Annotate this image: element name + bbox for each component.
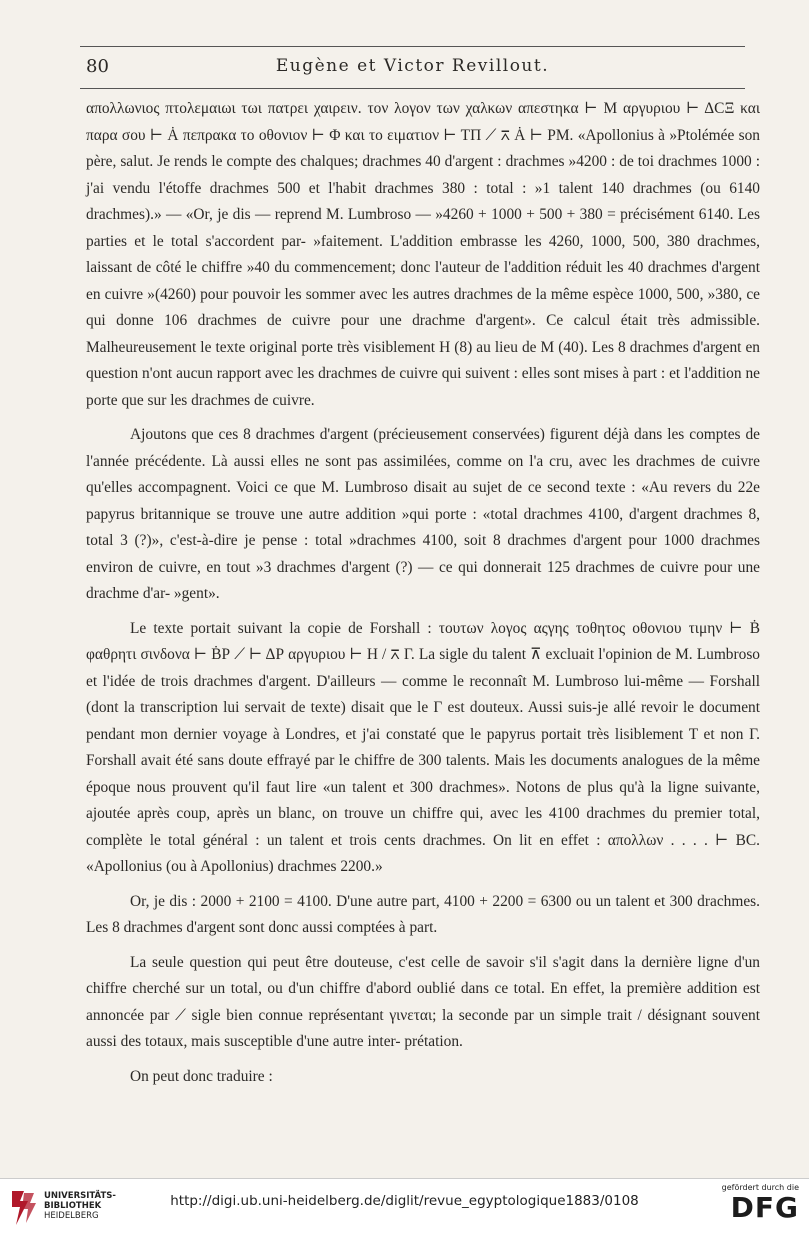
paragraph-2: Ajoutons que ces 8 drachmes d'argent (précieusement conservées) figurent déjà dans les comptes de l'année précédente. Là aussi elles ne sont pas assimilées, comme on l'a cru, avec les drachmes de cuivre qu'elles accompagnent. Voici ce que M. Lumbroso disait au sujet de ce second texte : «Au revers du 22e papyrus britannique se trouve une autre addition »qui porte : «total drachmes 4100, d'argent drachmes 8, total 3 (?)», c'est-à-dire je pense : total »drachmes 4100, soit 8 drachmes d'argent pour 1000 drachmes environ de cuivre, en tout »3 drachmes d'argent (?) — ce qui donnerait 125 drachmes de cuivre pour une drachme d'ar- »gent». bbox=[86, 426, 760, 602]
university-library-name: UNIVERSITÄTS- BIBLIOTHEK HEIDELBERG bbox=[44, 1191, 116, 1221]
paragraph-3: Le texte portait suivant la copie de Forshall : τουτων λογος αςγης τοθητος οθονιου τιμην ⊢ Ḃ φαθρητι σινδονα ⊢ ḂΡ ⟋ ⊢ ΔΡ αργυριου ⊢ Η / ⊼ Γ. La sigle du talent ⊼ excluait l'opinion de M. Lumbroso et l'idée de trois drachmes d'argent. D'ailleurs — comme le reconnaît M. Lumbroso lui-même — Forshall (dont la transcription lui servait de texte) disait que le Γ est douteux. Aussi suis-je allé revoir le document pendant mon dernier voyage à Londres, et j'ai constaté que le papyrus portait très lisiblement T et non Γ. Forshall avait été sans doute effrayé par le chiffre de 300 talents. Mais les documents analogues de la même époque nous prouvent qu'il faut lire «un talent et 300 drachmes». Notons de plus qu'à la ligne suivante, ajoutée après coup, après un blanc, on trouve un chiffre qui, avec les 4100 drachmes du premier total, complète le total général : un talent et trois cents drachmes. On lit en effet : απολλων . . . . ⊢ ВС. «Apollonius (ou à Apollonius) drachmes 2200.» bbox=[86, 619, 760, 875]
dfg-logo: DFG bbox=[730, 1191, 799, 1224]
funding-caption: gefördert durch die bbox=[721, 1183, 799, 1192]
page-header bbox=[80, 46, 745, 89]
paragraph-6: On peut donc traduire : bbox=[130, 1067, 273, 1085]
paragraph-5: La seule question qui peut être douteuse, c'est celle de savoir s'il s'agit dans la dernière ligne d'un chiffre cherché sur un total, ou d'un chiffre d'abord oublié dans ce total. En effet, la première addition est annoncée par ⟋ sigle bien connue représentant γινεται; la seconde par un simple trait / désignant souvent aussi des totaux, mais susceptible d'une autre inter- prétation. bbox=[86, 953, 760, 1050]
header-bottom-rule bbox=[80, 88, 745, 89]
document-url-link[interactable]: http://digi.ub.uni-heidelberg.de/diglit/revue_egyptologique1883/0108 bbox=[170, 1193, 639, 1209]
body-text bbox=[86, 96, 760, 1098]
page-number: 80 bbox=[86, 56, 109, 77]
header-top-rule bbox=[80, 46, 745, 47]
dfg-funding bbox=[703, 1183, 799, 1224]
running-title: Eugène et Victor Revillout. bbox=[275, 56, 550, 76]
viewer-footer bbox=[0, 1178, 809, 1236]
paragraph-1: απολλωνιος πτολεμαιωι τωι πατρει χαιρειν. τον λογον των χαλκων απεστηκα ⊢ Μ αργυριου ⊢ ΔCΞ και παρα σου ⊢ Ȧ πεπρακα το οθονιον ⊢ Φ και το ειματιον ⊢ ΤΠ ⟋ ⊼ Ȧ ⊢ ΡΜ. «Apollonius à »Ptolémée son père, salut. Je rends le compte des chalques; drachmes 40 d'argent : drachmes »4200 : de toi drachmes 1000 : j'ai vendu l'étoffe drachmes 500 et l'habit drachmes 380 : total : »1 talent 140 drachmes (ou 6140 drachmes).» — «Or, je dis — reprend M. Lumbroso — »4260 + 1000 + 500 + 380 = précisément 6140. Les parties et le total s'accordent par- »faitement. L'addition embrasse les 4260, 1000, 500, 380 drachmes, laissant de côté le chiffre »40 du commencement; donc l'auteur de l'addition réduit les 40 drachmes d'argent en cuivre »(4260) pour pouvoir les sommer avec les autres drachmes de la même espèce 1000, 500, »380, ce qui donne 106 drachmes de cuivre pour une drachme d'argent». Ce calcul était très admissible. Malheureusement le texte original porte très visiblement H (8) au lieu de M (40). Les 8 drachmes d'argent en question n'ont aucun rapport avec les drachmes de cuivre qui suivent : elles sont mises à part : et l'addition ne porte que sur les drachmes de cuivre. bbox=[86, 100, 760, 409]
paragraph-4: Or, je dis : 2000 + 2100 = 4100. D'une autre part, 4100 + 2200 = 6300 ou un talent et 300 drachmes. Les 8 drachmes d'argent sont donc aussi comptées à part. bbox=[86, 892, 760, 936]
